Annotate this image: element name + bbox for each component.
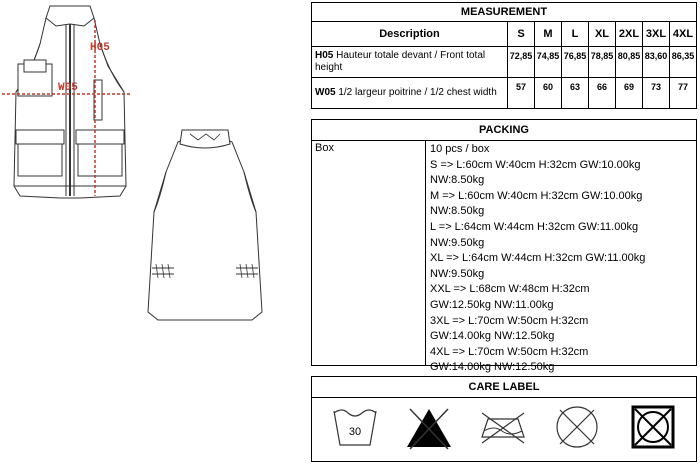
size-header: 3XL — [643, 22, 670, 47]
packing-line: 10 pcs / box — [430, 143, 490, 155]
care-title: CARE LABEL — [312, 377, 696, 398]
table-cell: 69 — [616, 78, 643, 109]
table-cell: 73 — [643, 78, 670, 109]
table-row — [312, 78, 697, 109]
no-iron-icon — [478, 401, 528, 453]
measurement-title: MEASUREMENT — [312, 3, 697, 22]
size-header: S — [508, 22, 535, 47]
table-cell: 83,60 — [643, 47, 670, 78]
size-header: XL — [589, 22, 616, 47]
table-cell: 77 — [670, 78, 697, 109]
table-cell: 57 — [508, 78, 535, 109]
packing-line: NW:8.50kg — [430, 174, 485, 187]
packing-line: S => L:60cm W:40cm H:32cm GW:10.00kg — [430, 158, 641, 171]
height-label: H05 — [90, 42, 110, 54]
table-cell: 63 — [562, 78, 589, 109]
packing-line: M => L:60cm W:40cm H:32cm GW:10.00kg — [430, 189, 643, 202]
table-cell: 74,85 — [535, 47, 562, 78]
packing-line: GW:14.00kg NW:12.50kg — [430, 361, 555, 374]
packing-section — [311, 119, 697, 374]
no-tumble-dry-icon — [628, 401, 678, 453]
table-row — [312, 47, 697, 78]
packing-line: NW:9.50kg — [430, 267, 485, 280]
description-header: Description — [312, 22, 508, 47]
packing-line: XXL => L:68cm W:48cm H:32cm — [430, 283, 590, 296]
table-cell: 66 — [589, 78, 616, 109]
vest-back-drawing — [132, 128, 278, 328]
packing-line: NW:9.50kg — [430, 236, 485, 249]
width-label: W05 — [58, 82, 78, 94]
no-bleach-icon — [404, 401, 454, 453]
packing-title: PACKING — [312, 120, 696, 141]
measurement-table — [311, 2, 697, 109]
packing-line: GW:14.00kg NW:12.50kg — [430, 330, 555, 343]
no-dry-clean-icon — [552, 401, 602, 453]
row-label: W05 1/2 largeur poitrine / 1/2 chest width — [312, 78, 508, 109]
table-cell: 72,85 — [508, 47, 535, 78]
size-header: 4XL — [670, 22, 697, 47]
packing-line: L => L:64cm W:44cm H:32cm GW:11.00kg — [430, 220, 639, 233]
size-header: 2XL — [616, 22, 643, 47]
table-cell: 80,85 — [616, 47, 643, 78]
row-label: H05 Hauteur totale devant / Front total height — [312, 47, 508, 78]
packing-line: GW:12.50kg NW:11.00kg — [430, 298, 554, 311]
packing-line: XL => L:64cm W:44cm H:32cm GW:11.00kg — [430, 252, 646, 265]
packing-line: NW:8.50kg — [430, 205, 485, 218]
size-header: M — [535, 22, 562, 47]
vest-front-drawing — [0, 4, 140, 214]
table-cell: 60 — [535, 78, 562, 109]
packing-label: Box — [312, 141, 426, 366]
wash-temperature: 30 — [348, 426, 362, 438]
wash-30-icon — [330, 401, 380, 453]
table-cell: 76,85 — [562, 47, 589, 78]
table-cell: 86,35 — [670, 47, 697, 78]
care-label-section — [311, 376, 697, 462]
table-cell: 78,85 — [589, 47, 616, 78]
packing-line: 4XL => L:70cm W:50cm H:32cm — [430, 345, 589, 358]
packing-line: 3XL => L:70cm W:50cm H:32cm — [430, 314, 589, 327]
packing-details — [427, 141, 696, 377]
size-header: L — [562, 22, 589, 47]
